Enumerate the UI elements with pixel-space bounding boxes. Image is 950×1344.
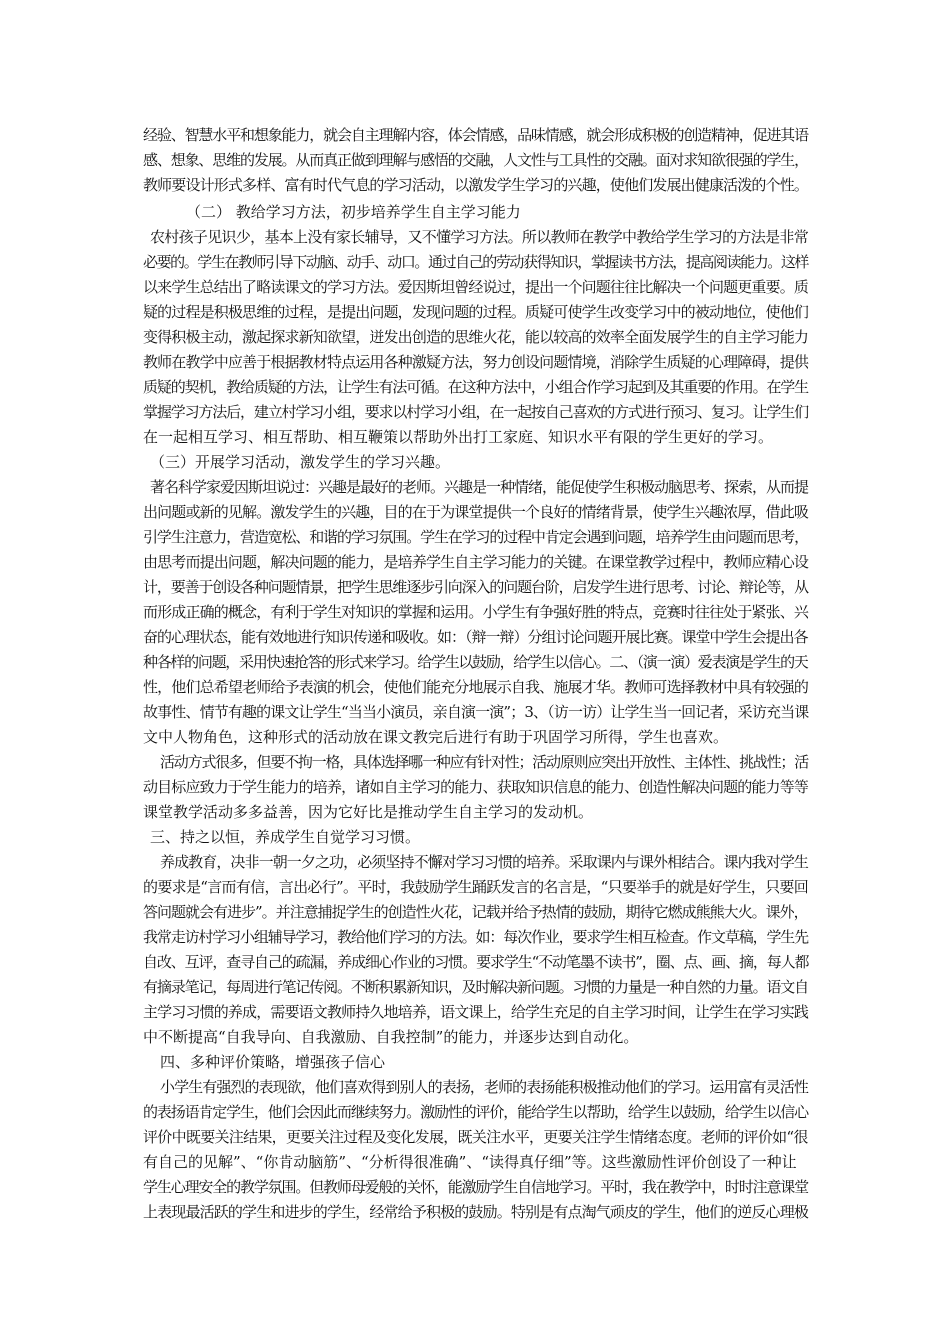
text-line: 的表扬语肯定学生，他们会因此而继续努力。激励性的评价，能给学生以帮助，给学生以鼓励，给学生以信心 [143, 1103, 809, 1121]
text-line: 故事性、情节有趣的课文让学生“当当小演员，亲自演一演”；3、（访一访）让学生当一回记者，采访充当课 [143, 703, 809, 721]
text-line: 活动方式很多，但要不拘一格，具体选择哪一种应有针对性；活动原则应突出开放性、主体性、挑战性；活 [160, 753, 809, 771]
text-line: 经验、智慧水平和想象能力，就会自主理解内容，体会情感，品味情感，就会形成积极的创造精神，促进其语 [143, 126, 809, 144]
text-line: 感、想象、思维的发展。从而真正做到理解与感悟的交融，人文性与工具性的交融。面对求知欲很强的学生， [143, 151, 809, 169]
text-line: 由思考而提出问题，解决问题的能力，是培养学生自主学习能力的关键。在课堂教学过程中，教师应精心设 [143, 553, 809, 571]
text-line: 文中人物角色，这种形式的活动放在课文教完后进行有助于巩固学习所得，学生也喜欢。 [143, 728, 729, 746]
text-line: 教师在教学中应善于根据教材特点运用各种激疑方法，努力创设问题情境，消除学生质疑的心理障碍，提供 [143, 353, 809, 371]
text-line: 必要的。学生在教师引导下动脑、动手、动口。通过自己的劳动获得知识，掌握读书方法，提高阅读能力。这样 [143, 253, 809, 271]
text-line: 中不断提高“自我导向、自我激励、自我控制”的能力，并逐步达到自动化。 [143, 1028, 639, 1046]
text-line: 变得积极主动，激起探求新知欲望，迸发出创造的思维火花，能以较高的效率全面发展学生的自主学习能力 [143, 328, 809, 346]
text-line: 著名科学家爱因斯坦说过：兴趣是最好的老师。兴趣是一种情绪，能促使学生积极动脑思考、探索，从而提 [150, 478, 809, 496]
section-heading: 三、持之以恒，养成学生自觉学习习惯。 [150, 828, 421, 846]
text-line: 农村孩子见识少，基本上没有家长辅导，又不懂学习方法。所以教师在教学中教给学生学习的方法是非常 [150, 228, 809, 246]
text-line: 主学习习惯的养成，需要语文教师持久地培养，语文课上，给学生充足的自主学习时间，让学生在学习实践 [143, 1003, 809, 1021]
section-heading: （三）开展学习活动，激发学生的学习兴趣。 [150, 453, 451, 471]
text-line: 课堂教学活动多多益善，因为它好比是推动学生自主学习的发动机。 [143, 803, 594, 821]
section-heading: （二） 教给学习方法，初步培养学生自主学习能力 [186, 203, 521, 221]
text-line: 掌握学习方法后，建立村学习小组，要求以村学习小组，在一起按自己喜欢的方式进行预习、复习。让学生们 [143, 403, 809, 421]
text-line: 疑的过程是积极思维的过程，是提出问题，发现问题的过程。质疑可使学生改变学习中的被动地位，使他们 [143, 303, 809, 321]
text-line: 有自己的见解”、“你肯动脑筋”、“分析得很准确”、“读得真仔细”等。这些激励性评价创设了一种让 [143, 1153, 797, 1171]
text-line: 上表现最活跃的学生和进步的学生，经常给予积极的鼓励。特别是有点淘气顽皮的学生，他们的逆反心理极 [143, 1203, 809, 1221]
text-line: 的要求是“言而有信，言出必行”。平时，我鼓励学生踊跃发言的名言是，“只要举手的就是好学生，只要回 [143, 878, 809, 896]
text-line: 以来学生总结出了略读课文的学习方法。爱因斯坦曾经说过，提出一个问题往往比解决一个问题更重要。质 [143, 278, 809, 296]
text-line: 学生心理安全的教学氛围。但教师母爱般的关怀，能激励学生自信地学习。平时，我在教学中，时时注意课堂 [143, 1178, 809, 1196]
text-line: 答问题就会有进步”。并注意捕捉学生的创造性火花，记载并给予热情的鼓励，期待它燃成熊熊大火。课外， [143, 903, 808, 921]
text-line: 而形成正确的概念，有利于学生对知识的掌握和运用。小学生有争强好胜的特点，竞赛时往往处于紧张、兴 [143, 603, 809, 621]
text-line: 自改、互评，查寻自己的疏漏，养成细心作业的习惯。要求学生“不动笔墨不读书”，圈、点、画、摘，每人都 [143, 953, 809, 971]
text-line: 我常走访村学习小组辅导学习，教给他们学习的方法。如：每次作业，要求学生相互检查。作文草稿，学生先 [143, 928, 809, 946]
text-line: 计，要善于创设各种问题情景，把学生思维逐步引向深入的问题台阶，启发学生进行思考、讨论、辩论等，从 [143, 578, 809, 596]
text-line: 有摘录笔记，每周进行笔记传阅。不断积累新知识，及时解决新问题。习惯的力量是一种自然的力量。语文自 [143, 978, 809, 996]
text-line: 在一起相互学习、相互帮助、相互鞭策以帮助外出打工家庭、知识水平有限的学生更好的学习。 [143, 428, 774, 446]
text-line: 奋的心理状态，能有效地进行知识传递和吸收。如：（辩一辩）分组讨论问题开展比赛。课堂中学生会提出各 [143, 628, 808, 646]
text-line: 出问题或新的见解。激发学生的兴趣，目的在于为课堂提供一个良好的情绪背景，使学生兴趣浓厚，借此吸 [143, 503, 809, 521]
text-line: 教师要设计形式多样、富有时代气息的学习活动，以激发学生学习的兴趣，使他们发展出健康活泼的个性。 [143, 176, 809, 194]
text-line: 种各样的问题，采用快速抢答的形式来学习。给学生以鼓励，给学生以信心。二、（演一演）爱表演是学生的天 [143, 653, 808, 671]
text-line: 评价中既要关注结果，更要关注过程及变化发展，既关注水平，更要关注学生情绪态度。老师的评价如“很 [143, 1128, 808, 1146]
text-line: 动目标应致力于学生能力的培养，诸如自主学习的能力、获取知识信息的能力、创造性解决问题的能力等等 [143, 778, 809, 796]
text-line: 养成教育，决非一朝一夕之功，必须坚持不懈对学习习惯的培养。采取课内与课外相结合。课内我对学生 [160, 853, 809, 871]
text-line: 性，他们总希望老师给予表演的机会，使他们能充分地展示自我、施展才华。教师可选择教材中具有较强的 [143, 678, 809, 696]
text-line: 小学生有强烈的表现欲，他们喜欢得到别人的表扬，老师的表扬能积极推动他们的学习。运用富有灵活性 [160, 1078, 809, 1096]
text-line: 质疑的契机，教给质疑的方法，让学生有法可循。在这种方法中，小组合作学习起到及其重要的作用。在学生 [143, 378, 809, 396]
section-heading: 四、多种评价策略，增强孩子信心 [160, 1053, 386, 1071]
text-line: 引学生注意力，营造宽松、和谐的学习氛围。学生在学习的过程中肯定会遇到问题，培养学生由问题而思考， [143, 528, 809, 546]
